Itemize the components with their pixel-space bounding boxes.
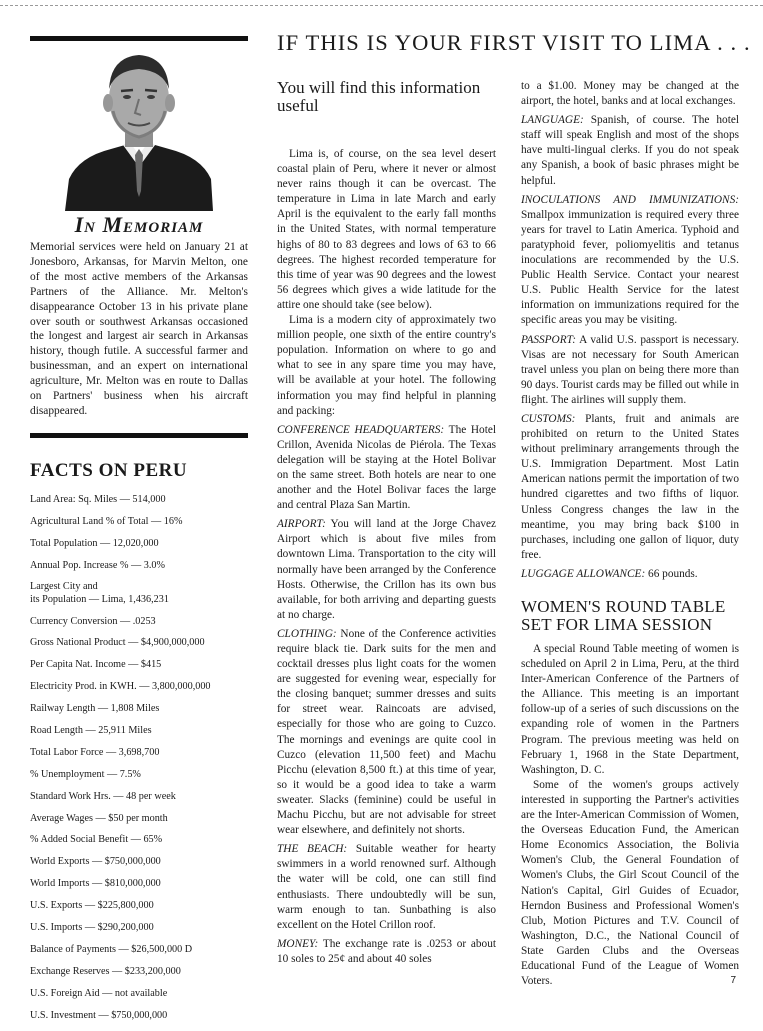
section-text: The Hotel Crillon, Avenida Nicolas de Piérola. The Texas delegation will be staying at the Hotel Bolivar on the same street. Both hotels are near to one another and the Hotel Bolivar faces the large and central Plaza San Martin. — [277, 423, 496, 512]
conference-section — [277, 423, 496, 514]
section-label: AIRPORT: — [277, 518, 326, 531]
fact-item: World Exports — $750,000,000 — [30, 856, 161, 868]
clothing-section — [277, 627, 496, 838]
fact-item: U.S. Imports — $290,200,000 — [30, 922, 154, 933]
section-label: LANGUAGE: — [521, 114, 584, 127]
info-subhead: You will find this information useful — [277, 78, 481, 115]
womens-paragraph: A special Round Table meeting of women is scheduled on April 2 in Lima, Peru, at the third Inter-American Conference of the Partners of the Alliance. This meeting is an important follow-up of a series of such discussions on the expanding role of women in the Partners Program. The previous meeting was held on February 1, 1968 in the State Department, Washington, D. C. — [521, 643, 739, 776]
section-label: THE BEACH: — [277, 843, 348, 856]
section-label: CUSTOMS: — [521, 412, 576, 425]
memoriam-body: Memorial services were held on January 21 at Jonesboro, Arkansas, for Marvin Melton, one of the most active members of the Arkansas Partners of the Alliance. Mr. Melton's disappearance October 13 in his private plane over south or southwest Arkansas occasioned the longest and largest air search in Arkansas history, though futile. A successful farmer and businessman, and an expert on international agriculture, Mr. Melton was en route to Dallas on Partners' business when his aircraft disappeared. — [30, 241, 248, 417]
section-label: CONFERENCE HEADQUARTERS: — [277, 423, 445, 436]
inoculations-section — [521, 193, 739, 329]
memorial-portrait-photo — [65, 41, 213, 211]
page-number: 7 — [730, 975, 736, 986]
page-headline: IF THIS IS YOUR FIRST VISIT TO LIMA . . . — [277, 30, 751, 55]
fact-item: % Unemployment — 7.5% — [30, 768, 141, 780]
fact-item: Electricity Prod. in KWH. — 3,800,000,000 — [30, 681, 211, 693]
fact-item: Total Labor Force — 3,698,700 — [30, 746, 160, 758]
womens-round-table-title: WOMEN'S ROUND TABLE SET FOR LIMA SESSION — [521, 597, 726, 634]
fact-item: Currency Conversion — .0253 — [30, 615, 156, 627]
section-label: LUGGAGE ALLOWANCE: — [521, 567, 646, 580]
language-section — [521, 113, 739, 188]
info-column — [277, 79, 496, 967]
section-text: A valid U.S. passport is necessary. Visas are not necessary for South American travel unless you plan on being there more than 90 days. Tourist cards may be filled out while in flight. The airlines will supply them. — [521, 333, 739, 406]
fact-item: % Added Social Benefit — 65% — [30, 834, 163, 846]
fact-item: U.S. Exports — $225,800,000 — [30, 900, 154, 912]
facts-title: FACTS ON PERU — [30, 459, 188, 481]
fact-item: Land Area: Sq. Miles — 514,000 — [30, 493, 166, 505]
money-section — [277, 937, 496, 967]
airport-section — [277, 517, 496, 623]
fact-item: Annual Pop. Increase % — 3.0% — [30, 559, 165, 571]
section-text: Suitable weather for hearty swimmers in a world renowned surf. Although the water will be cold, one can still find enthusiasts. There undoubtedly will be sun, warm enough to tan. Sunbathing is also excellent on the Hotel Crillon roof. — [277, 843, 497, 931]
section-text: Plants, fruit and animals are prohibited on return to the United States without preliminary arrangements through the U.S. Immigration Department. Most Latin American nations permit the importation of two hundred cigarettes and two fifths of liquor. Unless Congress changes the law in the meantime, you may bring back $100 in purchases, including one gallon of liquor, duty free. — [521, 412, 739, 561]
left-column — [30, 36, 248, 1031]
fact-item: Railway Length — 1,808 Miles — [30, 703, 160, 715]
section-text: Smallpox immunization is required every three years for travel to Latin America. Typhoid and paratyphoid fever, poliomyelitis and tetanus inoculations are recommended by the U.S. Public Health Service. Contact your nearest U.S. Public Health Service for the latest information on immunizations required for the specific areas you may be visiting. — [521, 208, 739, 327]
section-text: The exchange rate is .0253 or about 10 soles to 25¢ and about 40 soles — [277, 937, 496, 965]
info-paragraph: Lima is, of course, on the sea level desert coastal plain of Peru, where it never or almost never rains though it can be overcast. The temperature in Lima in late March and early April is the equivalent to the early fall months in the United States, with normal temperature highs of 80 to 83 degrees and lows of 63 to 66 degrees. The highest recorded temperature for this time of year was 90 degrees and the lowest 56 degrees which gives a wide latitude for the attire one should take (see below). — [277, 148, 496, 311]
section-label: CLOTHING: — [277, 627, 337, 640]
passport-section — [521, 333, 739, 408]
memoriam-title: In Memoriam — [74, 212, 204, 237]
section-text: You will land at the Jorge Chavez Airport which is about five miles from downtown Lima. Transportation to the city will normally have been arranged by the Conference Hosts. Otherwise, the Crillon has its own bus available, for both arriving and departing guests at no charge. — [277, 518, 497, 621]
fact-item: Agricultural Land % of Total — 16% — [30, 515, 183, 527]
section-label: PASSPORT: — [521, 333, 577, 346]
womens-paragraph: Some of the women's groups actively interested in supporting the Partner's activities are the Inter-American Commission of Women, the Overseas Education Fund, the American Home Economics Association, the Bolivia Women's Club, the General Foundation of Women's Clubs, the Girl Scout Council of the Nation's Capital, Girl Guides of Ecuador, Herndon Business and Professional Women's Club, Motion Pictures and T.V. Council of Washington, D.C., the National Council of State Garden Clubs and the Overseas Educational Fund of the League of Women Voters. — [521, 778, 739, 988]
fact-item: Gross National Product — $4,900,000,000 — [30, 637, 205, 649]
facts-top-rule — [30, 433, 248, 438]
money-continued: to a $1.00. Money may be changed at the airport, the hotel, banks and at local exchanges. — [521, 80, 739, 108]
fact-item: Standard Work Hrs. — 48 per week — [30, 790, 176, 802]
fact-item: Exchange Reserves — $233,200,000 — [30, 965, 181, 977]
page-top-edge — [0, 5, 763, 6]
beach-section — [277, 842, 496, 933]
section-text: Spanish, of course. The hotel staff will speak English and most of the shops have multi-lingual clerks. If you do not speak any Spanish, a book of basic phrases might be helpful. — [521, 114, 739, 187]
fact-item: Balance of Payments — $26,500,000 D — [30, 943, 193, 955]
luggage-section — [521, 567, 739, 582]
section-label: INOCULATIONS AND IMMUNIZATIONS: — [521, 193, 739, 206]
fact-item: Total Population — 12,020,000 — [30, 537, 159, 549]
fact-item: Average Wages — $50 per month — [30, 812, 168, 824]
section-label: MONEY: — [277, 937, 319, 950]
right-column — [521, 79, 739, 989]
fact-item: Largest City and — [30, 581, 98, 593]
fact-item: World Imports — $810,000,000 — [30, 878, 161, 890]
fact-item: U.S. Investment — $750,000,000 — [30, 1009, 168, 1021]
fact-item: its Population — Lima, 1,436,231 — [30, 593, 169, 605]
fact-item: Per Capita Nat. Income — $415 — [30, 659, 162, 671]
section-text: None of the Conference activities require black tie. Dark suits for the men and cocktail dresses plus light coats for the women are suggested for evening wear, especially for the closing banquet; summer dresses and suits for street wear. Raincoats are advised, especially for those who are going to Cuzco. The mornings and evenings are quite cool in Cuzco (elevation 11,500 feet) and Machu Picchu (elevation 8,500 ft.) at this time of year, so it would be a good idea to take a warm sweater. Slacks (feminine) could be useful in Machu Picchu, but are not advisable for street wear elsewhere, and definitely not shorts. — [277, 627, 496, 837]
section-text: 66 pounds. — [648, 567, 698, 580]
customs-section — [521, 412, 739, 563]
fact-item: U.S. Foreign Aid — not available — [30, 987, 168, 999]
facts-list — [30, 494, 248, 1022]
info-paragraph: Lima is a modern city of approximately two million people, one sixth of the entire country's population. Information on where to go and what to see in any spare time you may have, will be available at your hotel. The following information you may find helpful in planning and packing: — [277, 314, 496, 417]
fact-item: Road Length — 25,911 Miles — [30, 724, 152, 736]
